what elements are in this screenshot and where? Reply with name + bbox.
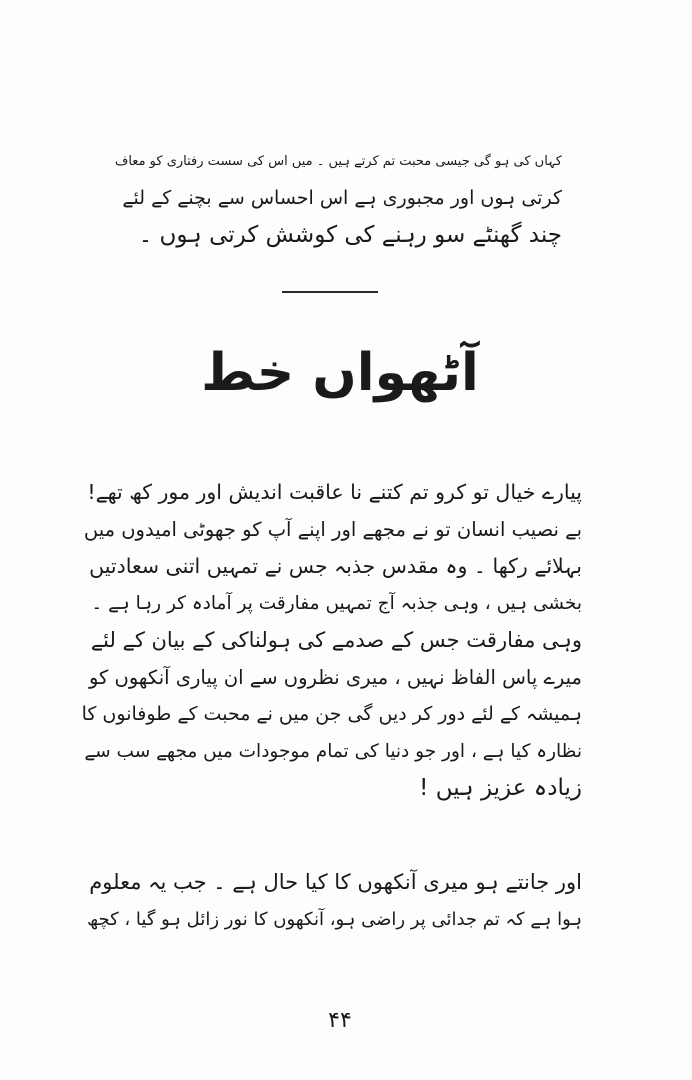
text-line: وہی مفارقت جس کے صدمے کی ہولناکی کے بیان کے لئے	[90, 628, 582, 652]
paragraph-letter	[82, 474, 582, 807]
text-line: بہلائے رکھا ۔ وہ مقدس جذبہ جس نے تمہیں اتنی سعادتیں	[89, 554, 582, 578]
text-line: اور جانتے ہو میری آنکھوں کا کیا حال ہے ۔ جب یہ معلوم	[89, 870, 582, 894]
section-divider	[282, 291, 378, 293]
text-line: بخشی ہیں ، وہی جذبہ آج تمہیں مفارقت پر آمادہ کر رہا ہے ۔	[91, 593, 582, 614]
chapter-heading: آٹھواں خط	[201, 343, 479, 403]
text-line: پیارے خیال تو کرو تم کتنے نا عاقبت اندیش اور مور کھ تھے!	[87, 480, 582, 504]
paragraph-top	[112, 143, 562, 254]
text-line: بے نصیب انسان تو نے مجھے اور اپنے آپ کو جھوٹی امیدوں میں	[83, 518, 582, 541]
page-number: ۴۴	[328, 1008, 352, 1033]
text-line: کہاں کی ہو گی جیسی محبت تم کرتے ہیں ۔ میں اس کی سست رفتاری کو معاف	[114, 154, 562, 169]
text-line: میرے پاس الفاظ نہیں ، میری نظروں سے ان پیاری آنکھوں کو	[88, 666, 582, 689]
paragraph-last	[82, 864, 582, 938]
text-line: چند گھنٹے سو رہنے کی کوشش کرتی ہوں ۔	[138, 222, 562, 248]
text-line: ہوا ہے کہ تم جدائی پر راضی ہو، آنکھوں کا نور زائل ہو گیا ، کچھ	[87, 909, 582, 930]
text-line: زیادہ عزیز ہیں !	[419, 775, 582, 801]
text-line: نظارہ کیا ہے ، اور جو دنیا کی تمام موجودات میں مجھے سب سے	[84, 741, 582, 762]
text-line: ہمیشہ کے لئے دور کر دیں گی جن میں نے محبت کے طوفانوں کا	[81, 703, 582, 725]
text-line: کرتی ہوں اور مجبوری ہے اس احساس سے بچنے کے لئے	[122, 187, 562, 209]
